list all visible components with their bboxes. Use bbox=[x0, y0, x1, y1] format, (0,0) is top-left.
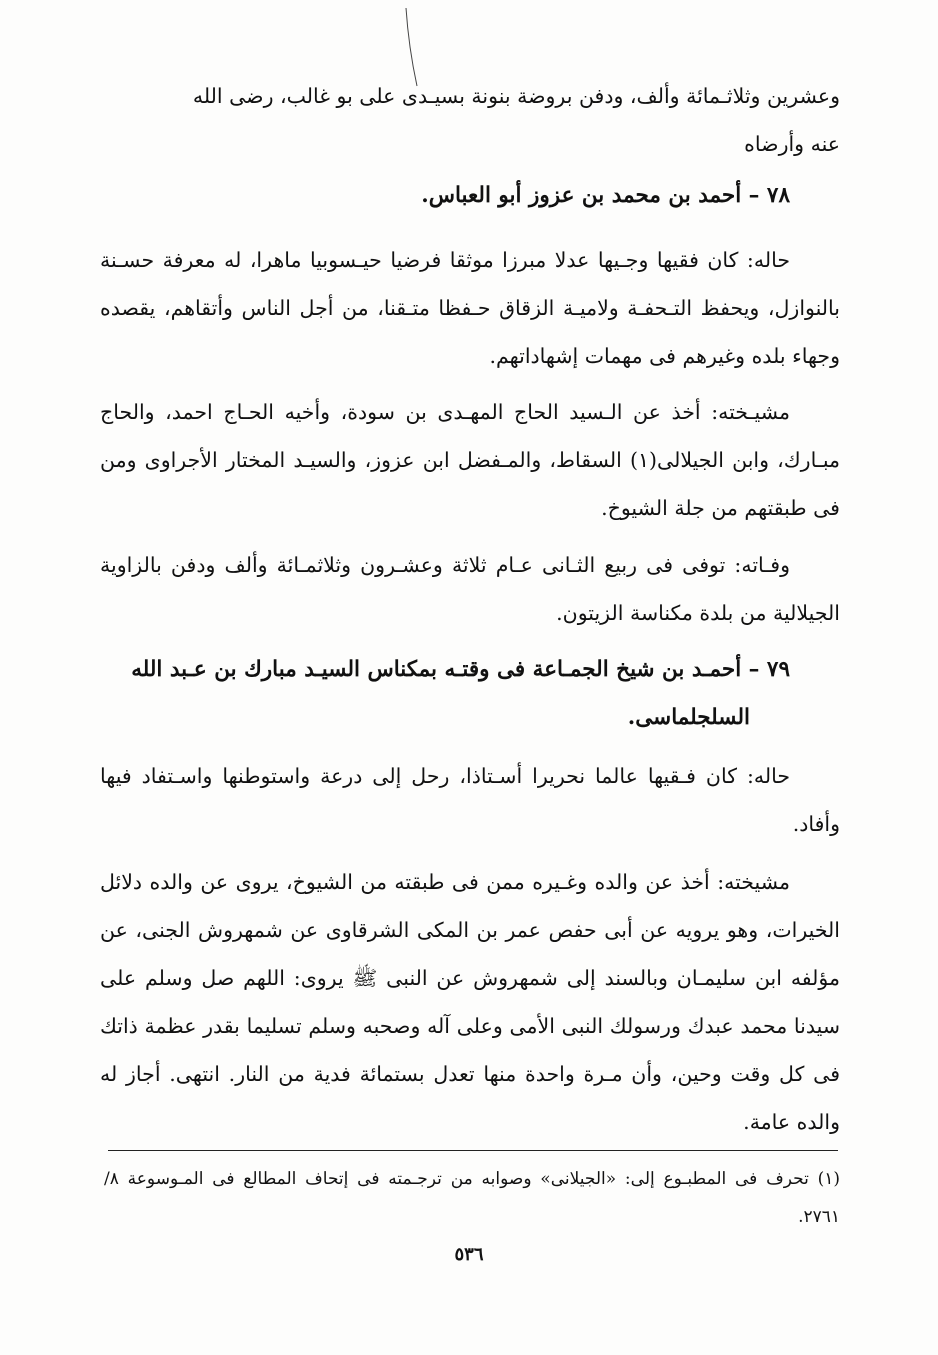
continuation-line-1: وعشرين وثلاثـمائة وألف، ودفن بروضة بنونة بسيـدى على بو غالب، رضى الله bbox=[192, 84, 840, 108]
continuation-line-2: عنه وأرضاه bbox=[744, 132, 840, 156]
entry-79-status-text: حاله: كان فـقيها عالما نحريرا أسـتاذا، رحل إلى درعة واستوطنها واسـتفاد فيها وأفاد. bbox=[100, 764, 840, 836]
entry-78-teachers-paragraph bbox=[100, 388, 840, 532]
footnote: (١) تحرف فى المطبـوع إلى: «الجيلانى» وصوابه من ترجـمته فى إتحاف المطالع فى المـوسوعة ٨/ ٢٧٦١. bbox=[104, 1169, 840, 1227]
entry-79-heading-text-1: ٧٩ – أحمـد بن شيخ الجمـاعة فى وقتـه بمكناس السيـد مبارك بن عـبد الله bbox=[131, 657, 790, 682]
entry-79-heading-line-2: السلجلماسى. bbox=[627, 705, 750, 730]
continuation-text bbox=[100, 72, 840, 168]
entry-78-heading-text: ٧٨ – أحمد بن محمد بن عزوز أبو العباس. bbox=[421, 183, 790, 208]
footnote-divider bbox=[108, 1150, 838, 1151]
entry-78-death bbox=[100, 541, 840, 637]
entry-78-heading bbox=[100, 172, 840, 220]
page-number: ٥٣٦ bbox=[454, 1244, 484, 1265]
entry-78-teachers-text: مشيـخته: أخذ عن الـسيد الحاج المهـدى بن سودة، وأخيه الحـاج احمد، والحاج مبـارك، وابن الجيلالى(١) السقاط، والمـفضل ابن عزوز، والسيـد المختار الأجراوى ومن فى طبقتهم من جلة الشيوخ. bbox=[100, 400, 840, 520]
entry-79-status-paragraph bbox=[100, 752, 840, 848]
entry-78-teachers bbox=[100, 388, 840, 532]
entry-78 bbox=[100, 172, 840, 220]
entry-79-teachers bbox=[100, 858, 840, 1146]
entry-79-heading-line-1 bbox=[100, 646, 840, 694]
entry-79-status bbox=[100, 752, 840, 848]
entry-78-death-text: وفـاته: توفى فى ربيع الثـانى عـام ثلاثة وعشـرون وثلاثمـائة وألف ودفن بالزاوية الجيلالية من بلدة مكناسة الزيتون. bbox=[100, 553, 840, 625]
entry-79 bbox=[100, 646, 840, 742]
entry-78-body bbox=[100, 236, 840, 380]
entry-78-death-paragraph bbox=[100, 541, 840, 637]
entry-78-status-text: حاله: كان فقيها وجـيها عدلا مبرزا موثقا فرضيا حيـسوبيا ماهرا، له معرفة حسـنة بالنوازل، ويحفظ التـحفـة ولاميـة الزقاق حـفظا متـقنا، من أجل الناس وأتقاهم، يقصده وجهاء بلده وغيرهم فى مهمات إشهاداتهم. bbox=[100, 248, 840, 368]
entry-78-status-paragraph bbox=[100, 236, 840, 380]
entry-79-teachers-paragraph bbox=[100, 858, 840, 1146]
entry-79-teachers-text: مشيخته: أخذ عن والده وغـيره ممن فى طبقته من الشيوخ، يروى عن والده دلائل الخيرات، وهو يرويه عن أبى حفص عمر بن المكى الشرقاوى عن شمهروش الجنى، عن مؤلفه ابن سليمـان وبالسند إلى شمهروش عن النبى ﷺ يروى: اللهم صل وسلم على سيدنا محمد عبدك ورسولك النبى الأمى وعلى آله وصحبه وسلم تسليما بقدر عظمة ذاتك فى كل وقت وحين، وأن مـرة واحدة منها تعدل بستمائة فدية من النار. انتهى. أجاز له والده عامة. bbox=[100, 870, 840, 1134]
